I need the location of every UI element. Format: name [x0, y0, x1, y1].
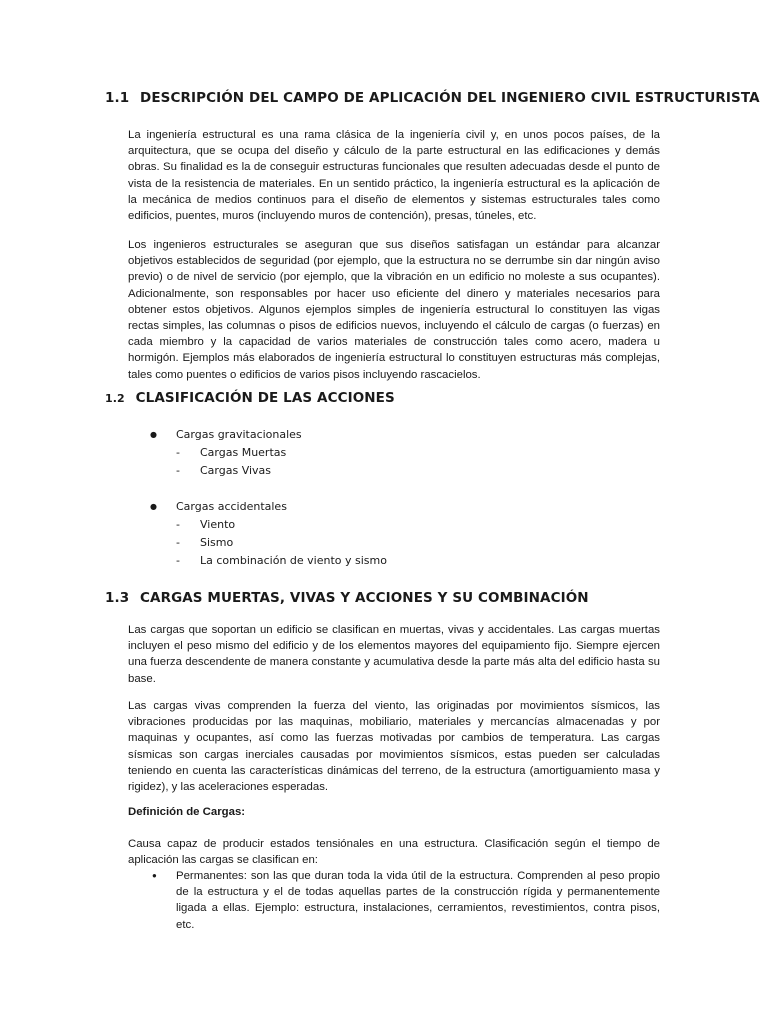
section-number: 1.2 — [105, 392, 125, 405]
section-heading-1-2 — [105, 390, 395, 406]
list-item-label: Cargas accidentales — [176, 500, 287, 513]
section-heading-1-3 — [105, 590, 589, 606]
list-item — [150, 426, 302, 480]
section-title: CLASIFICACIÓN DE LAS ACCIONES — [135, 390, 395, 406]
sublist-item: - Cargas Muertas — [176, 444, 302, 462]
paragraph-ingenieria-estructural: La ingeniería estructural es una rama clásica de la ingeniería civil y, en unos pocos países, de la arquitectura, que se ocupa del diseño y cálculo de la parte estructural en las edificaciones y demás obras. Su finalidad es la de conseguir estructuras funcionales que resulten adecuadas desde el punto de vista de la resistencia de materiales. En un sentido práctico, la ingeniería estructural es la aplicación de la mecánica de medios continuos para el diseño de elementos y sistemas estructurales tales como edificios, puentes, muros (incluyendo muros de contención), presas, túneles, etc. — [128, 129, 660, 223]
sublist — [176, 516, 387, 570]
paragraph-definicion: Causa capaz de producir estados tensiónales en una estructura. Clasificación según el tiempo de aplicación las cargas se clasifican en: — [128, 838, 660, 867]
section-title: CARGAS MUERTAS, VIVAS Y ACCIONES Y SU COMBINACIÓN — [140, 590, 589, 606]
acciones-list-accidentales — [150, 498, 387, 570]
acciones-list-gravitacionales — [150, 426, 302, 480]
section-title: DESCRIPCIÓN DEL CAMPO DE APLICACIÓN DEL INGENIERO CIVIL ESTRUCTURISTA — [140, 90, 760, 106]
paragraph-cargas-muertas: Las cargas que soportan un edificio se clasifican en muertas, vivas y accidentales. Las cargas muertas incluyen el peso mismo del edificio y de los elementos mayores del equipamiento fijo. Siempre ejercen una fuerza descendente de manera constante y acumulativa desde la parte más alta del edificio hasta su base. — [128, 624, 660, 685]
paragraph-ingenieros-estructurales: Los ingenieros estructurales se aseguran que sus diseños satisfagan un estándar para alcanzar objetivos establecidos de seguridad (por ejemplo, que la estructura no se derrumbe sin dar ningún aviso previo) o de nivel de servicio (por ejemplo, que la vibración en un edificio no moleste a sus ocupantes). Adicionalmente, son responsables por hacer uso eficiente del dinero y materiales necesarios para obtener estos objetivos. Algunos ejemplos simples de ingeniería estructural lo constituyen las vigas rectas simples, las columnas o pisos de edificios nuevos, incluyendo el cálculo de cargas (o fuerzas) en cada miembro y la capacidad de varios materiales de construcción tales como acero, madera u hormigón. Ejemplos más elaborados de ingeniería estructural lo constituyen estructuras más complejas, tales como puentes o edificios de varios pisos incluyendo rascacielos. — [128, 239, 660, 381]
list-item-label: Cargas gravitacionales — [176, 428, 302, 441]
section-heading-1-1 — [105, 90, 760, 106]
sublist — [176, 444, 302, 480]
sublist-item: - Cargas Vivas — [176, 462, 302, 480]
sublist-item: - Viento — [176, 516, 387, 534]
definicion-subheading: Definición de Cargas: — [128, 806, 246, 818]
list-item — [150, 498, 387, 570]
section-number: 1.1 — [105, 90, 130, 106]
paragraph-cargas-vivas: Las cargas vivas comprenden la fuerza del viento, las originadas por movimientos sísmicos, las vibraciones producidas por las maquinas, mobiliario, materiales y mercancías almacenadas y por maquinas y ocupantes, así como las fuerzas motivadas por cambios de temperatura. Las cargas sísmicas son cargas inerciales causadas por movimientos sísmicos, estas pueden ser calculadas teniendo en cuenta las características dinámicas del terreno, de la estructura (amortiguamiento masa y rigidez), y las aceleraciones esperadas. — [128, 700, 660, 794]
cargas-bullet-list — [152, 868, 660, 933]
sublist-item: - La combinación de viento y sismo — [176, 552, 387, 570]
section-number: 1.3 — [105, 590, 130, 606]
list-item: ● Permanentes: son las que duran toda la vida útil de la estructura. Comprenden al peso propio de la estructura y el de todas aquellas partes de la construcción rígida y permanentemente ligada a ellas. Ejemplo: estructura, instalaciones, cerramientos, revestimientos, contra pisos, etc. — [152, 868, 660, 933]
sublist-item: - Sismo — [176, 534, 387, 552]
